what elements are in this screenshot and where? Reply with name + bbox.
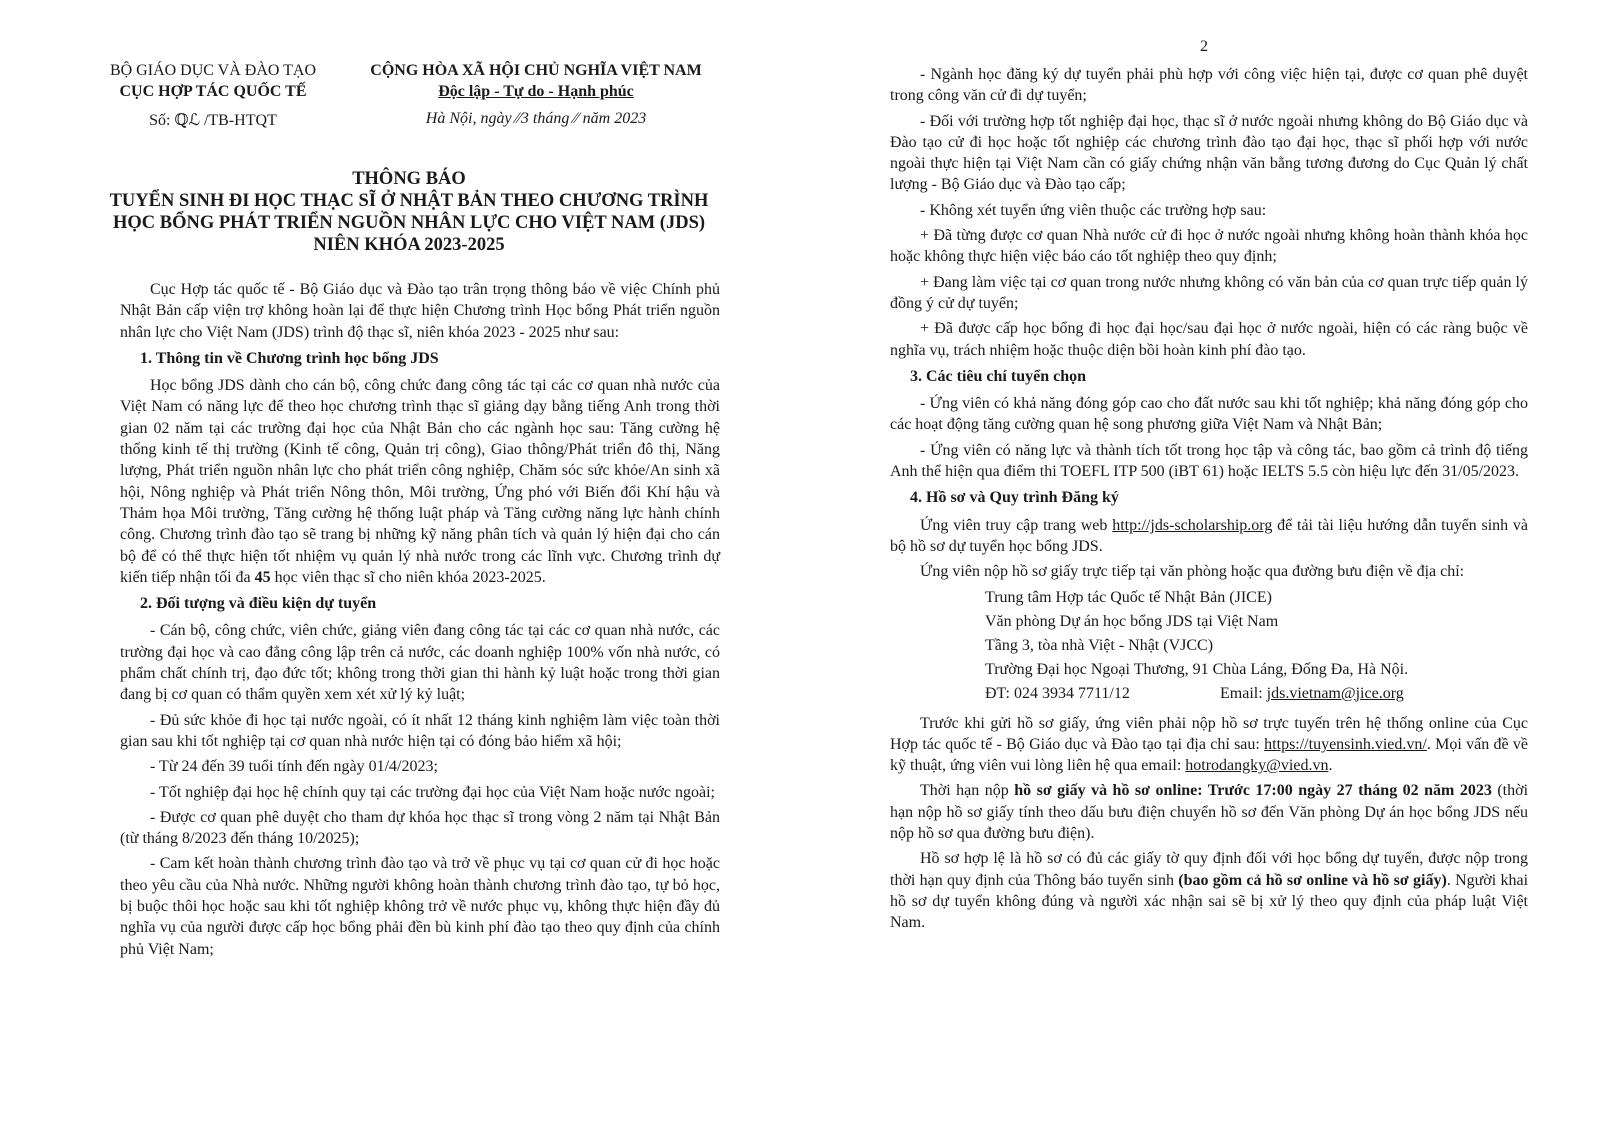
title-line-1: THÔNG BÁO — [352, 169, 466, 189]
contact-row — [890, 683, 1528, 705]
validity-paragraph — [890, 848, 1528, 933]
section-4-heading: 4. Hồ sơ và Quy trình Đăng ký — [910, 489, 1119, 507]
page-2-body — [890, 64, 1528, 938]
condition-item: - Được cơ quan phê duyệt cho tham dự khóa học thạc sĩ trong vòng 2 năm tại Nhật Bản (từ tháng 8/2023 đến tháng 10/2025); — [120, 808, 720, 848]
issuer-block — [88, 60, 338, 102]
national-heading — [350, 60, 722, 102]
page-1-body — [120, 279, 720, 964]
section-1-text: Học bổng JDS dành cho cán bộ, công chức đang công tác tại các cơ quan nhà nước của Việt Nam có năng lực để theo học chương trình thạc sĩ giảng dạy bằng tiếng Anh trong thời gian 02 năm tại các trường đại học của Nhật Bản cho các ngành học sau: Tăng cường hệ thống kinh tế thị trường (Kinh tế công, Quản trị công), Giao thông/Phát triển đô thị, Năng lượng, Phát triển nguồn nhân lực cho phát triển công nghiệp, Chăm sóc sức khỏe/An sinh xã hội, Nông nghiệp và Phát triển Nông thôn, Môi trường, Ứng phó với Biến đổi Khí hậu và Thảm họa Môi trường, Tăng cường hệ thống luật pháp và Tăng cường năng lực hành chính công. Chương trình đào tạo sẽ trang bị những kỹ năng phân tích và quản lý hiện đại cho cán bộ để có thể thực hiện tốt nhiệm vụ quản lý nhà nước trong các lĩnh vực. Chương trình dự kiến tiếp nhận tối đa — [120, 377, 720, 586]
condition-item: - Cam kết hoàn thành chương trình đào tạo và trở về phục vụ tại cơ quan cử đi học hoặc theo yêu cầu của Nhà nước. Những người không hoàn thành chương trình đào tạo, tự bỏ học, bị buộc thôi học hoặc sau khi tốt nghiệp không trở về nước phục vụ, không thực hiện đầy đủ nghĩa vụ của người được cấp học bổng phải đền bù kinh phí đào tạo theo quy định của chính phủ Việt Nam; — [120, 855, 720, 958]
title-line-4: NIÊN KHÓA 2023-2025 — [313, 235, 505, 255]
online-paragraph: Trước khi gửi hồ sơ giấy, ứng viên phải nộp hồ sơ trực tuyến trên hệ thống online của Cục Hợp tác quốc tế - Bộ Giáo dục và Đào tạo tại địa chỉ sau: https://tuyensinh.vied.vn/. Mọi vấn đề về kỹ thuật, ứng viên vui lòng liên hệ qua email: hotrodangky@vied.vn. — [890, 714, 1529, 775]
address-line: Tầng 3, tòa nhà Việt - Nhật (VJCC) — [985, 636, 1214, 654]
validity-bold: (bao gồm cả hồ sơ online và hồ sơ giấy) — [1178, 871, 1447, 889]
quota-number: 45 — [254, 568, 271, 586]
website-text-post: để tải tài liệu hướng dẫn tuyển sinh và bộ hồ sơ dự tuyển học bổng JDS. — [890, 516, 1529, 555]
address-line: Trung tâm Hợp tác Quốc tế Nhật Bản (JICE) — [985, 588, 1272, 606]
deadline-bold: hồ sơ giấy và hồ sơ online: Trước 17:00 ngày 27 tháng 02 năm 2023 — [1014, 782, 1492, 800]
phone-number: ĐT: 024 3934 7711/12 — [985, 684, 1130, 702]
exclusion-item: + Đã được cấp học bổng đi học đại học/sau đại học ở nước ngoài, hiện có các ràng buộc về nghĩa vụ, trách nhiệm hoặc thuộc diện bồi hoàn kinh phí đào tạo. — [890, 320, 1528, 359]
exclusion-item: + Đang làm việc tại cơ quan trong nước nhưng không có văn bản của cơ quan trực tiếp quản lý đồng ý cử dự tuyển; — [890, 273, 1528, 312]
support-email-link[interactable]: hotrodangky@vied.vn — [1185, 757, 1329, 775]
validity-text-pre: Hồ sơ hợp lệ là hồ sơ có đủ các giấy tờ quy định đối với học bổng dự tuyển, được nộp trong thời hạn quy định của Thông báo tuyển sinh — [890, 850, 1528, 889]
deadline-paragraph — [890, 780, 1528, 844]
jice-email-link[interactable]: jds.vietnam@jice.org — [1266, 684, 1404, 702]
condition-item: - Đối với trường hợp tốt nghiệp đại học, thạc sĩ ở nước ngoài nhưng không do Bộ Giáo dục và Đào tạo cử đi học hoặc tốt nghiệp các chương trình đào tạo đại học, thạc sĩ phối hợp với nước ngoài thực hiện tại Việt Nam cần có giấy chứng nhận văn bằng tương đương do Cục Quản lý chất lượng - Bộ Giáo dục và Đào tạo cấp; — [890, 112, 1528, 194]
section-1-paragraph — [120, 375, 720, 588]
national-motto: Độc lập - Tự do - Hạnh phúc — [438, 83, 634, 100]
document-date: Hà Nội, ngày ∕∕3 tháng ∕∕ năm 2023 — [425, 110, 647, 127]
email-contact — [1220, 683, 1404, 705]
address-line: Văn phòng Dự án học bổng JDS tại Việt Nam — [985, 612, 1279, 630]
country-name: CỘNG HÒA XÃ HỘI CHỦ NGHĨA VIỆT NAM — [370, 62, 702, 79]
condition-item: - Ngành học đăng ký dự tuyển phải phù hợp với công việc hiện tại, được cơ quan phê duyệt trong công văn cử đi dự tuyển; — [890, 66, 1528, 105]
document-number: Số: ℚℒ /TB-HTQT — [149, 112, 277, 129]
condition-item: - Tốt nghiệp đại học hệ chính quy tại các trường đại học của Việt Nam hoặc nước ngoài; — [150, 783, 715, 801]
section-3-heading: 3. Các tiêu chí tuyển chọn — [910, 367, 1086, 385]
validity-text-post: . Người khai hồ sơ dự tuyển không đúng và người xác nhận sai sẽ bị xử lý theo quy định của pháp luật Việt Nam. — [890, 871, 1529, 932]
online-text-mid: . Mọi vấn đề về kỹ thuật, ứng viên vui lòng liên hệ qua email: — [890, 735, 1529, 775]
condition-item: - Từ 24 đến 39 tuổi tính đến ngày 01/4/2023; — [150, 758, 438, 776]
title-line-3: HỌC BỔNG PHÁT TRIỂN NGUỒN NHÂN LỰC CHO VIỆT NAM (JDS) — [112, 213, 706, 233]
criteria-item: - Ứng viên có khả năng đóng góp cao cho đất nước sau khi tốt nghiệp; khả năng đóng góp cho các hoạt động tăng cường quan hệ song phương giữa Việt Nam và Nhật Bản; — [890, 395, 1528, 434]
criteria-item: - Ứng viên có năng lực và thành tích tốt trong học tập và công tác, bao gồm cả trình độ tiếng Anh thể hiện qua điểm thi TOEFL ITP 500 (iBT 61) hoặc IELTS 5.5 còn hiệu lực đến 31/05/2023. — [890, 441, 1528, 481]
page-2 — [800, 0, 1600, 1123]
department-name: CỤC HỢP TÁC QUỐC TẾ — [119, 83, 307, 100]
condition-item: - Cán bộ, công chức, viên chức, giảng viên đang công tác tại các cơ quan nhà nước, các trường đại học và cao đẳng công lập trên cả nước, các doanh nghiệp 100% vốn nhà nước, có phẩm chất chính trị, đạo đức tốt; không trong thời gian thi hành kỷ luật hoặc trong thời gian đang bị cơ quan có thẩm quyền xem xét xử lý kỷ luật; — [120, 622, 720, 704]
page-number: 2 — [1200, 38, 1208, 55]
website-paragraph — [890, 515, 1528, 558]
section-1-text-end: học viên thạc sĩ cho niên khóa 2023-2025. — [274, 568, 546, 586]
intro-paragraph: Cục Hợp tác quốc tế - Bộ Giáo dục và Đào tạo trân trọng thông báo về việc Chính phủ Nhật Bản cấp viện trợ không hoàn lại để thực hiện Chương trình Học bổng Phát triển nguồn nhân lực cho Việt Nam (JDS) trình độ thạc sĩ, niên khóa 2023 - 2025 như sau: — [120, 281, 720, 341]
section-1-heading: 1. Thông tin về Chương trình học bổng JDS — [140, 349, 439, 367]
email-label: Email: — [1220, 684, 1263, 702]
document-title — [96, 168, 722, 256]
vied-portal-link[interactable]: https://tuyensinh.vied.vn/ — [1264, 735, 1427, 753]
section-2-heading: 2. Đối tượng và điều kiện dự tuyển — [140, 595, 377, 613]
jds-website-link[interactable]: http://jds-scholarship.org — [1112, 516, 1273, 534]
address-line: Trường Đại học Ngoại Thương, 91 Chùa Láng, Đống Đa, Hà Nội. — [985, 660, 1409, 678]
title-line-2: TUYỂN SINH ĐI HỌC THẠC SĨ Ở NHẬT BẢN THEO CHƯƠNG TRÌNH — [109, 191, 709, 211]
exclusion-item: + Đã từng được cơ quan Nhà nước cử đi học ở nước ngoài nhưng không hoàn thành khóa học hoặc không thực hiện việc báo cáo tốt nghiệp theo quy định; — [890, 227, 1528, 266]
condition-item: - Không xét tuyển ứng viên thuộc các trường hợp sau: — [920, 201, 1267, 219]
online-text-pre: Trước khi gửi hồ sơ giấy, ứng viên phải nộp hồ sơ trực tuyến trên hệ thống online của Cục Hợp tác quốc tế - Bộ Giáo dục và Đào tạo tại địa chỉ sau: — [890, 714, 1528, 753]
deadline-text-post: (thời hạn nộp hồ sơ giấy tính theo dấu bưu điện chuyển hồ sơ đến Văn phòng Dự án học bổng JDS nếu nộp hồ sơ qua đường bưu điện). — [890, 782, 1529, 843]
submission-paragraph: Ứng viên nộp hồ sơ giấy trực tiếp tại văn phòng hoặc qua đường bưu điện về địa chỉ: — [920, 563, 1465, 581]
ministry-name: BỘ GIÁO DỤC VÀ ĐÀO TẠO — [109, 62, 317, 79]
website-text-pre: Ứng viên truy cập trang web — [920, 516, 1108, 534]
deadline-text-pre: Thời hạn nộp — [920, 782, 1009, 800]
condition-item: - Đủ sức khỏe đi học tại nước ngoài, có ít nhất 12 tháng kinh nghiệm làm việc toàn thời gian sau khi tốt nghiệp tại cơ quan nhà nước hiện tại có đóng bảo hiểm xã hội; — [120, 711, 720, 750]
